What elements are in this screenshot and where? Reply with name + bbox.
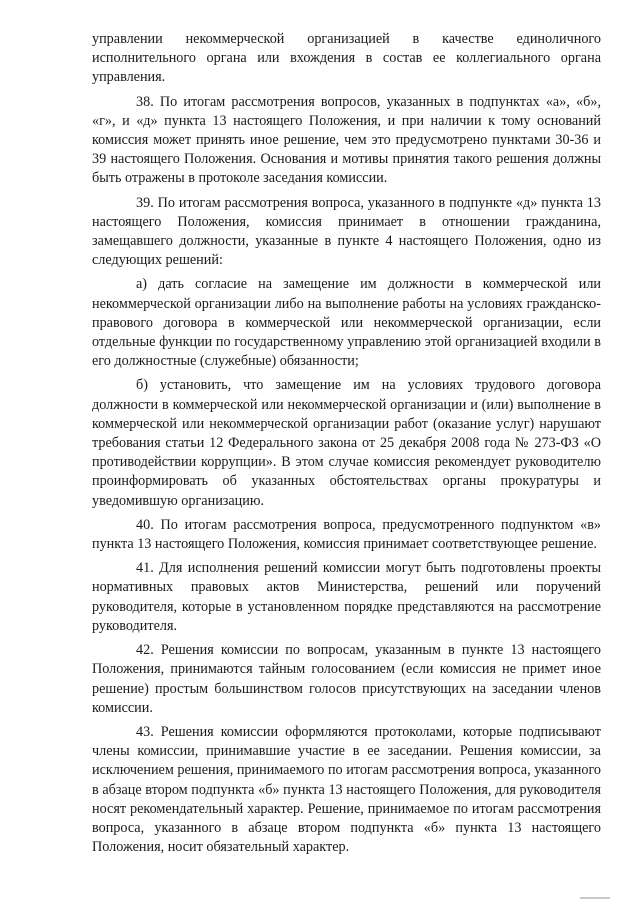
paragraph-43: 43. Решения комиссии оформляются протоколами, которые подписывают члены комиссии, принимавшие участие в ее заседании. Решения комиссии, за исключением решения, принимаемого по итогам рассмотрения вопроса, указанного в абзаце втором подпункта «б» пункта 13 настоящего Положения, для руководителя носят рекомендательный характер. Решение, принимаемое по итогам рассмотрения вопроса, указанного в абзаце втором подпункта «б» пункта 13 настоящего Положения, носит обязательный характер. <box>92 723 601 856</box>
paragraph-39-a: а) дать согласие на замещение им должности в коммерческой или некоммерческой организации либо на выполнение работы на условиях гражданско-правового договора в коммерческой или некоммерческой организации, если отдельные функции по государственному управлению этой организацией входили в его должностные (служебные) обязанности; <box>92 276 601 370</box>
paragraph-39: 39. По итогам рассмотрения вопроса, указанного в подпункте «д» пункта 13 настоящего Положения, комиссия принимает в отношении гражданина, замещавшего должности, указанные в пункте 4 настоящего Положения, одно из следующих решений: <box>92 194 601 269</box>
document-body <box>92 30 601 862</box>
paragraph-41: 41. Для исполнения решений комиссии могут быть подготовлены проекты нормативных правовых актов Министерства, решений или поручений руководителя, которые в установленном порядке представляются на рассмотрение руководителя. <box>92 560 601 634</box>
paragraph-40: 40. По итогам рассмотрения вопроса, предусмотренного подпунктом «в» пункта 13 настоящего Положения, комиссия принимает соответствующее решение. <box>92 516 601 553</box>
scan-edge-mark <box>580 897 610 899</box>
paragraph-continuation: управлении некоммерческой организацией в качестве единоличного исполнительного органа или вхождения в состав ее коллегиального органа управления. <box>92 31 601 86</box>
paragraph-42: 42. Решения комиссии по вопросам, указанным в пункте 13 настоящего Положения, принимаются тайным голосованием (если комиссия не примет иное решение) простым большинством голосов присутствующих на заседании членов комиссии. <box>92 642 601 716</box>
paragraph-39-b: б) установить, что замещение им на условиях трудового договора должности в коммерческой или некоммерческой организации и (или) выполнение в коммерческой или некоммерческой организации работ (оказание услуг) нарушают требования статьи 12 Федерального закона от 25 декабря 2008 года № 273-ФЗ «О противодействии коррупции». В этом случае комиссия рекомендует руководителю проинформировать об указанных обстоятельствах органы прокуратуры и уведомившую организацию. <box>92 377 601 509</box>
paragraph-38: 38. По итогам рассмотрения вопросов, указанных в подпунктах «а», «б», «г», и «д» пункта 13 настоящего Положения, и при наличии к тому оснований комиссия может принять иное решение, чем это предусмотрено пунктами 30-36 и 39 настоящего Положения. Основания и мотивы принятия такого решения должны быть отражены в протоколе заседания комиссии. <box>92 93 601 187</box>
